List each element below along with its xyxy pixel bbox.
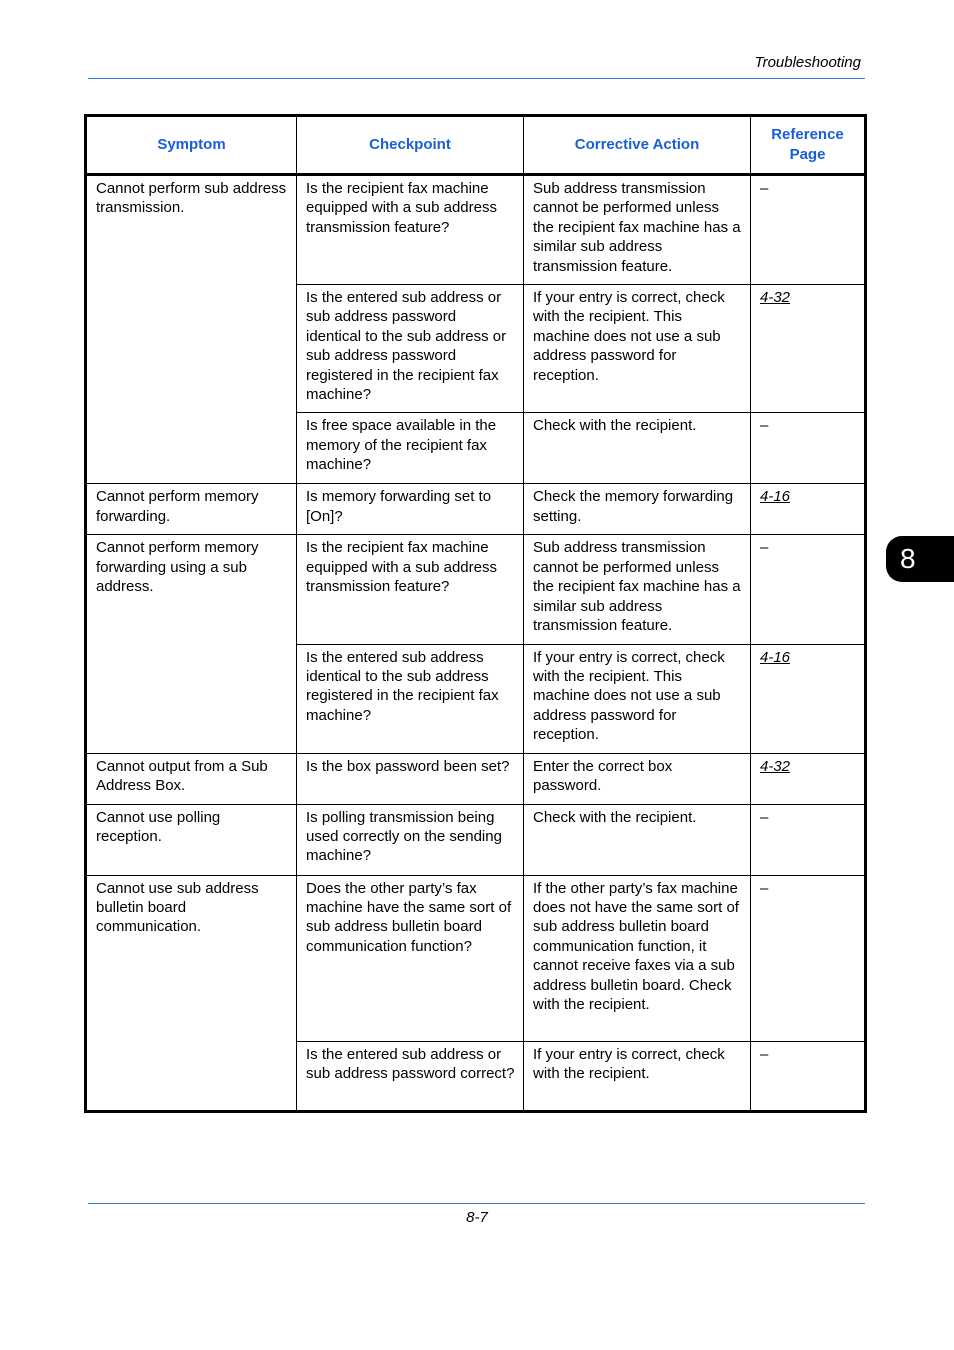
action-cell: If the other party’s fax machine does not have the same sort of sub address bulletin board communication function, it cannot receive faxes via a sub address bulletin board. Check with the recipient. <box>524 875 751 1041</box>
checkpoint-cell: Is the entered sub address or sub address password correct? <box>297 1041 524 1111</box>
action-cell: Sub address transmission cannot be performed unless the recipient fax machine has a similar sub address transmission feature. <box>524 535 751 644</box>
action-cell: Check with the recipient. <box>524 413 751 484</box>
symptom-cell: Cannot perform sub address transmission. <box>86 175 297 484</box>
reference-cell: – <box>751 875 866 1041</box>
column-header-symptom: Symptom <box>86 116 297 175</box>
action-cell: Enter the correct box password. <box>524 753 751 804</box>
table-row <box>86 875 866 1041</box>
table-row <box>86 804 866 875</box>
section-title: Troubleshooting <box>754 54 861 71</box>
action-cell: Sub address transmission cannot be performed unless the recipient fax machine has a similar sub address transmission feature. <box>524 175 751 285</box>
action-cell: If your entry is correct, check with the recipient. This machine does not use a sub address password for reception. <box>524 285 751 413</box>
column-header-checkpoint: Checkpoint <box>297 116 524 175</box>
checkpoint-cell: Is free space available in the memory of the recipient fax machine? <box>297 413 524 484</box>
checkpoint-cell: Is the entered sub address or sub address password identical to the sub address or sub address password registered in the recipient fax machine? <box>297 285 524 413</box>
footer-rule <box>88 1203 865 1204</box>
table-row <box>86 175 866 285</box>
action-cell: If your entry is correct, check with the recipient. This machine does not use a sub address password for reception. <box>524 644 751 753</box>
chapter-tab[interactable]: 8 <box>886 536 954 582</box>
table-row <box>86 535 866 644</box>
symptom-cell: Cannot perform memory forwarding. <box>86 484 297 535</box>
checkpoint-cell: Is memory forwarding set to [On]? <box>297 484 524 535</box>
symptom-cell: Cannot output from a Sub Address Box. <box>86 753 297 804</box>
checkpoint-cell: Is polling transmission being used correctly on the sending machine? <box>297 804 524 875</box>
table-row <box>86 753 866 804</box>
column-header-corrective-action: Corrective Action <box>524 116 751 175</box>
header-rule <box>88 78 865 79</box>
reference-cell: – <box>751 175 866 285</box>
reference-link[interactable]: 4-16 <box>751 484 866 535</box>
troubleshooting-table <box>84 114 867 1113</box>
action-cell: If your entry is correct, check with the recipient. <box>524 1041 751 1111</box>
checkpoint-cell: Is the recipient fax machine equipped with a sub address transmission feature? <box>297 535 524 644</box>
table-row <box>86 484 866 535</box>
reference-cell: – <box>751 1041 866 1111</box>
symptom-cell: Cannot perform memory forwarding using a sub address. <box>86 535 297 753</box>
checkpoint-cell: Does the other party’s fax machine have the same sort of sub address bulletin board communication function? <box>297 875 524 1041</box>
symptom-cell: Cannot use sub address bulletin board communication. <box>86 875 297 1111</box>
table-header-row <box>86 116 866 175</box>
page-number: 8-7 <box>466 1209 488 1226</box>
reference-link[interactable]: 4-16 <box>751 644 866 753</box>
checkpoint-cell: Is the recipient fax machine equipped with a sub address transmission feature? <box>297 175 524 285</box>
checkpoint-cell: Is the box password been set? <box>297 753 524 804</box>
action-cell: Check the memory forwarding setting. <box>524 484 751 535</box>
reference-cell: – <box>751 413 866 484</box>
reference-cell: – <box>751 804 866 875</box>
reference-cell: – <box>751 535 866 644</box>
action-cell: Check with the recipient. <box>524 804 751 875</box>
reference-link[interactable]: 4-32 <box>751 753 866 804</box>
symptom-cell: Cannot use polling reception. <box>86 804 297 875</box>
reference-link[interactable]: 4-32 <box>751 285 866 413</box>
column-header-reference-page: Reference Page <box>751 116 866 175</box>
checkpoint-cell: Is the entered sub address identical to the sub address registered in the recipient fax machine? <box>297 644 524 753</box>
